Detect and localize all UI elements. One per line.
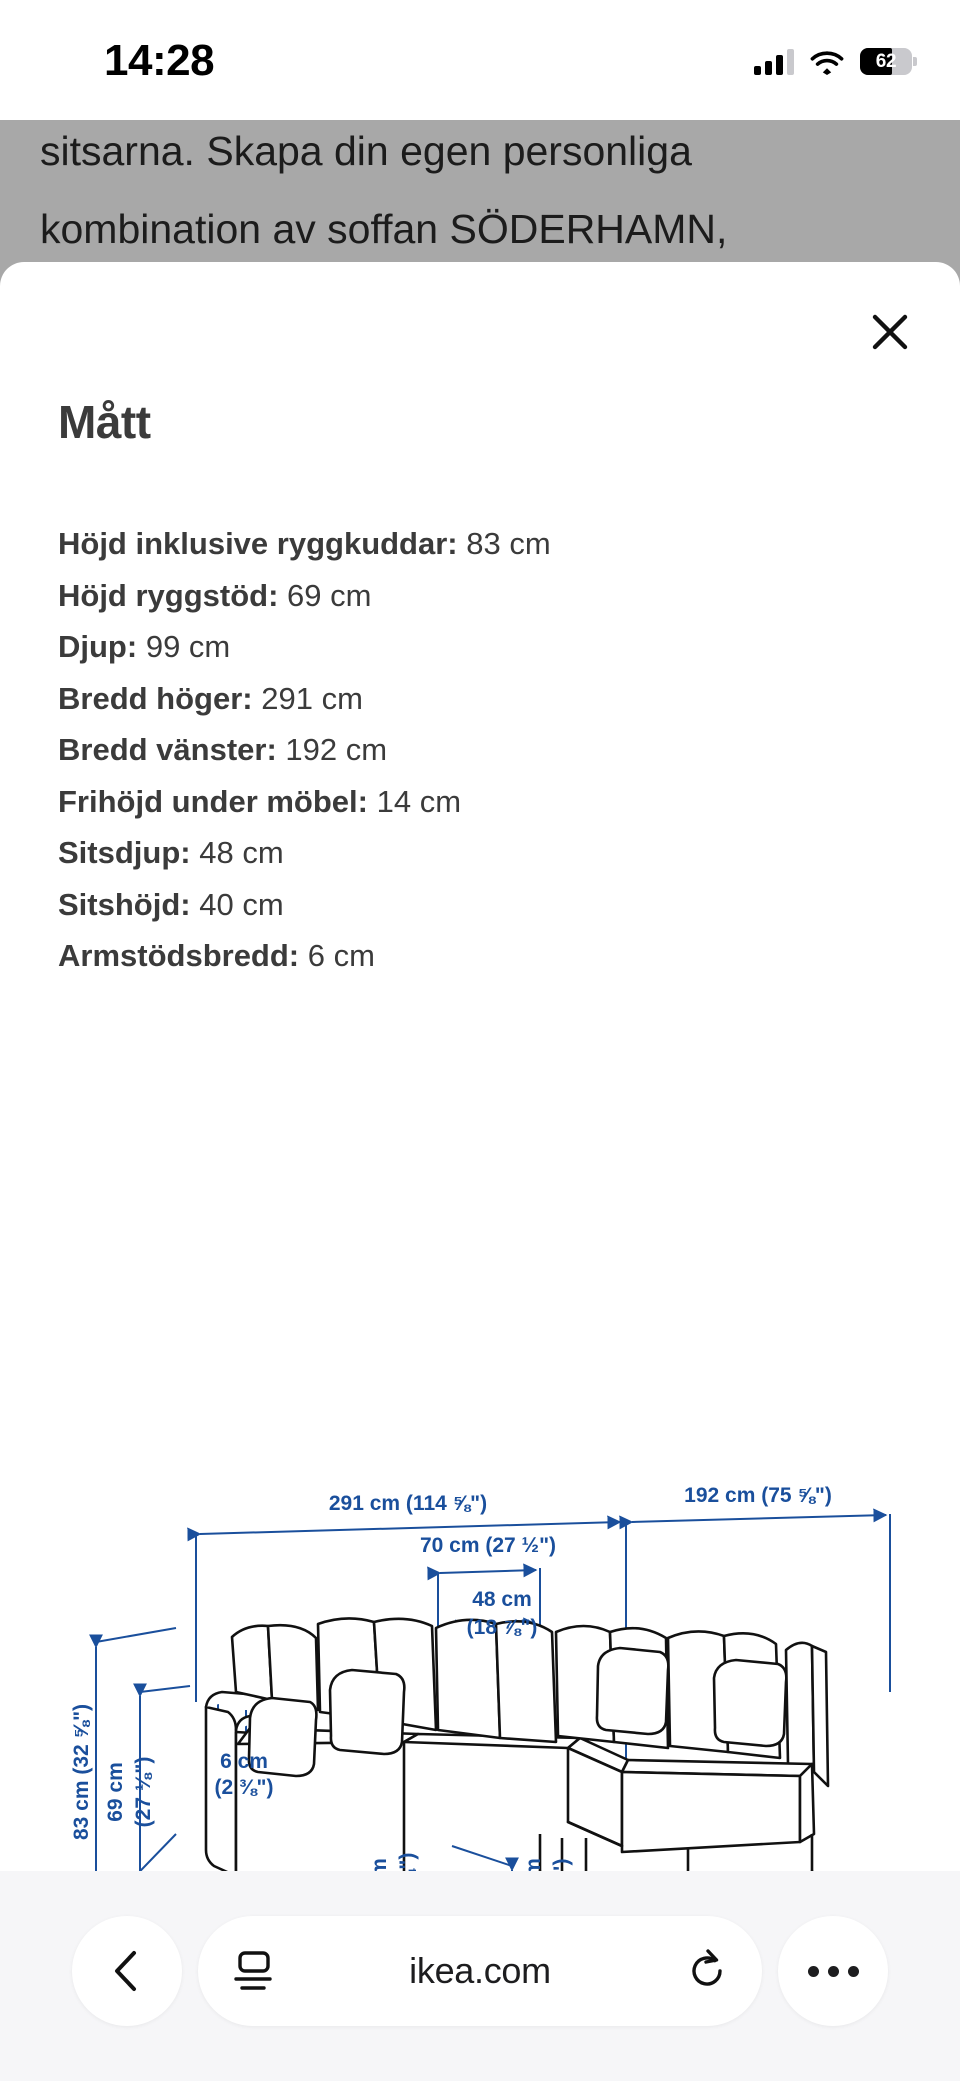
spec-value: 48 cm — [199, 835, 284, 870]
spec-value: 192 cm — [285, 732, 388, 767]
spec-value: 6 cm — [307, 938, 375, 973]
spec-row — [58, 776, 918, 828]
page-title: Mått — [58, 396, 151, 448]
close-icon — [870, 312, 910, 352]
spec-value: 69 cm — [287, 577, 372, 613]
spec-row — [58, 879, 918, 931]
battery-percent-label: 62 — [875, 50, 897, 72]
spec-row — [58, 673, 918, 725]
spec-label: Djup: — [58, 629, 138, 664]
close-button[interactable] — [862, 304, 918, 360]
spec-row — [58, 570, 918, 622]
status-indicators — [754, 48, 912, 75]
spec-label: Frihöjd under möbel: — [58, 783, 368, 819]
address-bar[interactable] — [198, 1916, 762, 2026]
spec-value: 14 cm — [376, 783, 462, 819]
reader-mode-icon — [232, 1948, 274, 1994]
dim-label-seat-depth-2: (18 ⅞") — [466, 1616, 538, 1639]
dimensions-modal — [0, 262, 960, 2081]
spec-row — [58, 621, 918, 673]
status-bar — [0, 0, 960, 120]
status-time: 14:28 — [104, 36, 215, 85]
dim-label-armrest-1: 6 cm — [220, 1750, 268, 1773]
spec-label: Armstödsbredd: — [58, 938, 300, 973]
spec-value: 291 cm — [261, 680, 363, 716]
more-options-icon — [808, 1966, 859, 1977]
more-options-button[interactable] — [778, 1916, 888, 2026]
back-button[interactable] — [72, 1916, 182, 2026]
dim-label-armrest-2: (2 ⅜") — [214, 1776, 274, 1799]
spec-row — [58, 827, 918, 879]
spec-label: Bredd vänster: — [58, 732, 277, 767]
spec-value: 83 cm — [466, 526, 551, 561]
battery-icon — [860, 48, 912, 75]
browser-toolbar — [0, 1871, 960, 2081]
spec-label: Sitsdjup: — [58, 835, 191, 870]
url-text: ikea.com — [409, 1950, 551, 1991]
spec-value: 40 cm — [199, 886, 284, 922]
spec-label: Bredd höger: — [58, 680, 253, 716]
dim-label-width-left: 192 cm (75 ⅝") — [684, 1484, 832, 1507]
spec-row — [58, 518, 918, 570]
cellular-bars-icon — [754, 49, 794, 75]
spec-label: Höjd inklusive ryggkuddar: — [58, 526, 458, 561]
wifi-icon — [810, 49, 844, 75]
dim-label-height-back-2: (27 ⅛") — [132, 1756, 155, 1828]
dim-label-seat-width: 70 cm (27 ½") — [419, 1534, 557, 1557]
spec-label: Sitshöjd: — [58, 886, 191, 922]
page-behind-line-2: kombination av soffan SÖDERHAMN, — [40, 206, 728, 252]
reader-mode-button[interactable] — [232, 1948, 274, 1994]
specs-list — [58, 518, 918, 982]
page-behind-line-1: sitsarna. Skapa din egen personliga — [40, 128, 692, 174]
spec-row — [58, 724, 918, 776]
spec-value: 99 cm — [145, 629, 231, 664]
reload-button[interactable] — [686, 1948, 728, 1994]
spec-row — [58, 930, 918, 982]
dim-label-seat-depth-1: 48 cm — [472, 1588, 532, 1611]
back-chevron-icon — [107, 1947, 147, 1995]
reload-icon — [686, 1948, 728, 1994]
dim-label-width-right: 291 cm (114 ⅝") — [328, 1492, 488, 1515]
spec-label: Höjd ryggstöd: — [58, 577, 279, 613]
dim-label-height-back-1: 69 cm — [104, 1762, 127, 1822]
dim-label-height-total: 83 cm (32 ⅝") — [70, 1703, 93, 1841]
